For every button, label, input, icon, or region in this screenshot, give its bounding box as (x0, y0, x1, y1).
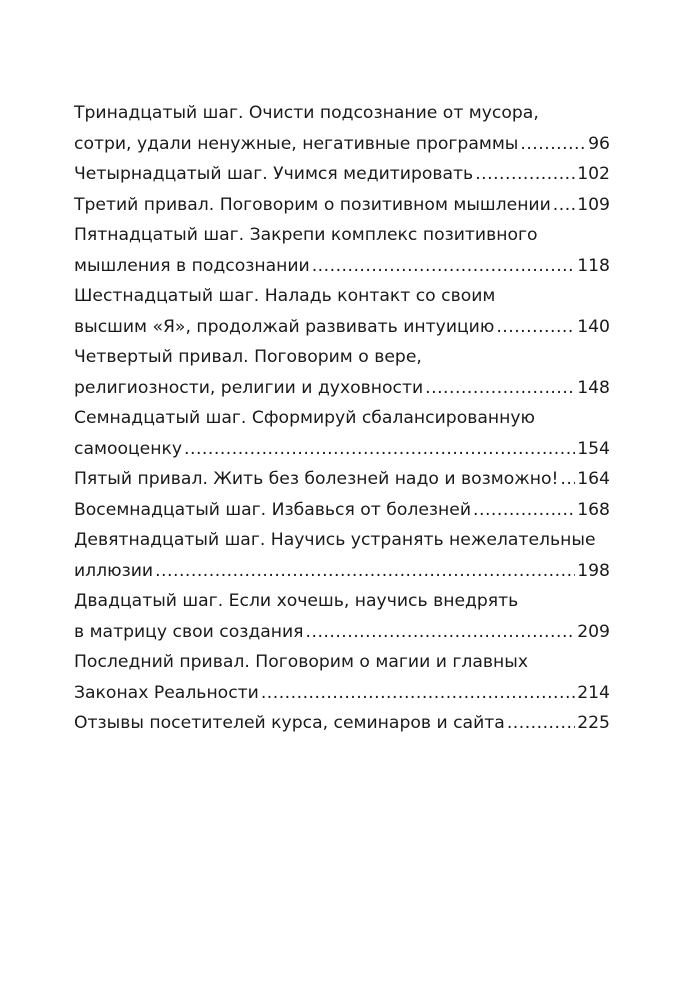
toc-dot-leader (312, 251, 575, 282)
toc-entry (74, 647, 610, 708)
toc-entry-title-end: Законах Реальности (74, 682, 259, 703)
toc-leader-line (74, 373, 610, 404)
toc-page-number: 209 (577, 621, 610, 642)
toc-entry-title-end: религиозности, религии и духовности (74, 377, 424, 398)
toc-dot-leader (496, 312, 575, 343)
toc-entry-title: Двадцатый шаг. Если хочешь, научись внедрять (74, 591, 519, 611)
toc-heading-line (74, 281, 610, 312)
toc-leader-line (74, 434, 610, 465)
toc-entry (74, 403, 610, 464)
toc-page-number: 225 (577, 713, 610, 733)
toc-leader-line (74, 129, 610, 160)
toc-entry (74, 342, 610, 403)
toc-leader-line (74, 312, 610, 343)
toc-entry-title-end: мышления в подсознании (74, 255, 310, 276)
toc-dot-leader (520, 129, 586, 160)
toc-entry-title-end: иллюзии (74, 560, 154, 581)
toc-entry-title: Четырнадцатый шаг. Учимся медитировать (74, 164, 474, 184)
toc-heading-line (74, 98, 610, 129)
toc-page-number: 96 (588, 133, 610, 154)
toc-dot-leader (184, 434, 575, 465)
toc-page-number: 154 (577, 438, 610, 459)
toc-entry (74, 281, 610, 342)
toc-page-number: 164 (577, 469, 610, 489)
toc-page-number: 168 (577, 499, 610, 520)
toc-heading-line (74, 586, 610, 617)
toc-entry (74, 708, 610, 739)
toc-entry-title-end: в матрицу свои создания (74, 621, 304, 642)
toc-dot-leader (155, 556, 575, 587)
toc-entry (74, 525, 610, 586)
toc-page-number: 198 (577, 560, 610, 581)
toc-page-number: 148 (577, 377, 610, 398)
toc-leader-line (74, 617, 610, 648)
toc-entry-title: Пятый привал. Жить без болезней надо и возможно! (74, 469, 559, 489)
toc-dot-leader (425, 373, 575, 404)
toc-entry-title: Пятнадцатый шаг. Закрепи комплекс позитивного (74, 225, 538, 245)
toc-leader-line (74, 159, 610, 190)
toc-dot-leader (473, 495, 575, 526)
toc-dot-leader (261, 678, 575, 709)
toc-leader-line (74, 251, 610, 282)
toc-heading-line (74, 403, 610, 434)
toc-leader-line (74, 556, 610, 587)
toc-entry-title-end: сотри, удали ненужные, негативные программы (74, 133, 519, 154)
toc-entry (74, 190, 610, 221)
toc-entry-title: Четвертый привал. Поговорим о вере, (74, 347, 422, 367)
table-of-contents (74, 98, 610, 739)
toc-page-number: 102 (577, 164, 610, 184)
toc-dot-leader (475, 159, 575, 190)
toc-dot-leader (507, 708, 575, 739)
toc-dot-leader (553, 190, 575, 221)
toc-entry-title-end: самооценку (74, 438, 183, 459)
toc-entry-title: Девятнадцатый шаг. Научись устранять нежелательные (74, 530, 596, 550)
toc-entry-title: Семнадцатый шаг. Сформируй сбалансированную (74, 408, 535, 428)
toc-leader-line (74, 708, 610, 739)
toc-entry (74, 464, 610, 495)
toc-entry-title-end: высшим «Я», продолжай развивать интуицию (74, 316, 495, 337)
toc-leader-line (74, 190, 610, 221)
toc-entry-title: Последний привал. Поговорим о магии и главных (74, 652, 529, 672)
toc-dot-leader (306, 617, 576, 648)
toc-entry-title: Отзывы посетителей курса, семинаров и сайта (74, 713, 505, 733)
toc-leader-line (74, 678, 610, 709)
toc-entry (74, 98, 610, 159)
toc-entry (74, 495, 610, 526)
toc-entry-title: Тринадцатый шаг. Очисти подсознание от мусора, (74, 103, 539, 123)
toc-entry-title: Шестнадцатый шаг. Наладь контакт со своим (74, 286, 496, 306)
toc-leader-line (74, 464, 610, 495)
toc-entry (74, 159, 610, 190)
toc-page-number: 118 (577, 255, 610, 276)
toc-entry (74, 586, 610, 647)
toc-heading-line (74, 342, 610, 373)
toc-leader-line (74, 495, 610, 526)
toc-entry-title: Восемнадцатый шаг. Избавься от болезней (74, 499, 472, 520)
toc-entry (74, 220, 610, 281)
toc-heading-line (74, 525, 610, 556)
toc-entry-title: Третий привал. Поговорим о позитивном мышлении (74, 194, 551, 215)
toc-page-number: 140 (577, 316, 610, 337)
toc-heading-line (74, 220, 610, 251)
toc-dot-leader (560, 464, 575, 495)
toc-page-number: 109 (577, 194, 610, 215)
toc-heading-line (74, 647, 610, 678)
toc-page-number: 214 (577, 682, 610, 703)
